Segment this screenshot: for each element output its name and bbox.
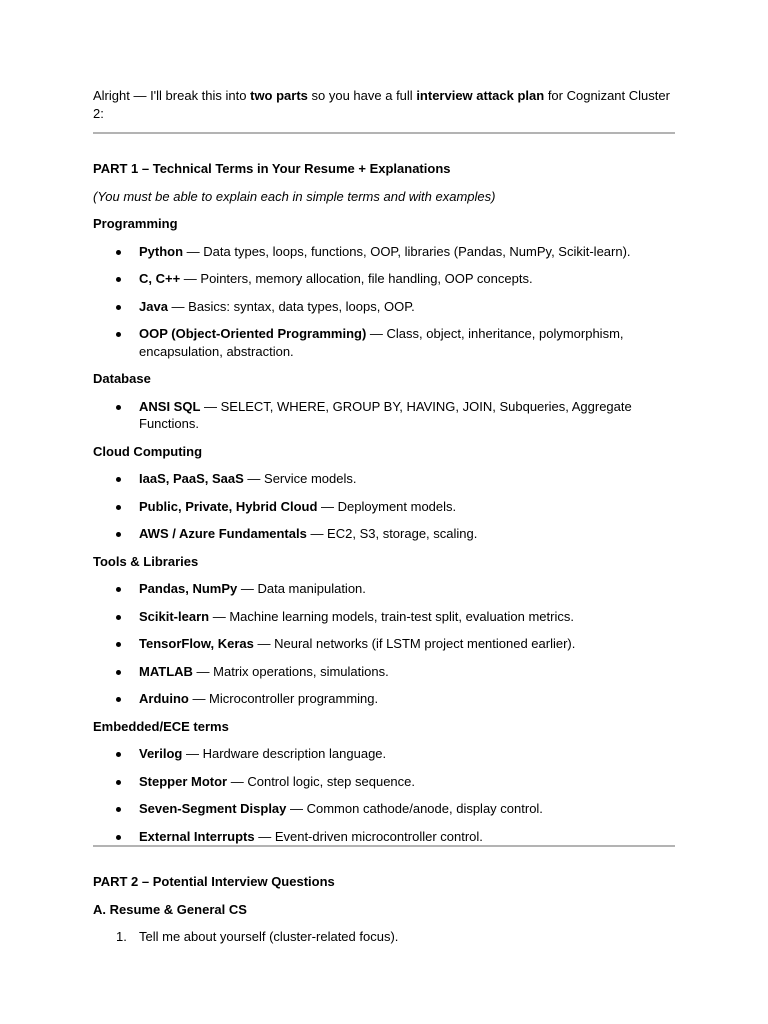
term-name: IaaS, PaaS, SaaS bbox=[139, 471, 244, 486]
list-item bbox=[93, 325, 675, 360]
term-name: MATLAB bbox=[139, 663, 193, 679]
term-name: External Interrupts bbox=[139, 828, 255, 844]
list-item bbox=[93, 663, 675, 681]
bullet-list bbox=[93, 243, 675, 361]
divider bbox=[93, 132, 675, 134]
list-item bbox=[93, 298, 675, 316]
list-item bbox=[93, 635, 675, 653]
term-description: — Neural networks (if LSTM project mentioned earlier). bbox=[253, 636, 576, 651]
term-name: ANSI SQL bbox=[139, 398, 201, 414]
term-group bbox=[93, 215, 675, 360]
term-group bbox=[93, 443, 675, 543]
intro-text: so you have a full bbox=[307, 88, 417, 103]
list-item bbox=[93, 243, 675, 261]
term-group bbox=[93, 718, 675, 846]
term-description: — Control logic, step sequence. bbox=[227, 773, 416, 789]
group-title: Programming bbox=[93, 216, 178, 231]
group-title: Database bbox=[93, 371, 151, 386]
divider bbox=[93, 845, 675, 847]
bullet-list bbox=[93, 745, 675, 845]
term-description: — Service models. bbox=[243, 471, 357, 486]
list-item bbox=[93, 773, 675, 791]
term-description: — Event-driven microcontroller control. bbox=[254, 828, 483, 844]
list-item bbox=[93, 580, 675, 598]
term-description: — Common cathode/anode, display control. bbox=[286, 801, 543, 816]
term-name: Arduino bbox=[139, 691, 189, 706]
term-name: OOP (Object-Oriented Programming) bbox=[139, 326, 367, 341]
term-name: Python bbox=[139, 243, 184, 259]
part1-title: PART 1 – Technical Terms in Your Resume + Explanations bbox=[93, 161, 451, 176]
term-description: — SELECT, WHERE, GROUP BY, HAVING, JOIN, Subqueries, Aggregate Functions. bbox=[139, 398, 632, 431]
list-item bbox=[93, 270, 675, 288]
part2-title: PART 2 – Potential Interview Questions bbox=[93, 874, 335, 889]
term-name: Verilog bbox=[139, 746, 183, 761]
term-name: Seven-Segment Display bbox=[139, 801, 287, 816]
bullet-list bbox=[93, 398, 675, 433]
group-title: Tools & Libraries bbox=[93, 553, 199, 569]
list-item bbox=[93, 470, 675, 488]
list-item bbox=[93, 745, 675, 763]
term-name: Pandas, NumPy bbox=[139, 581, 238, 596]
group-title: Embedded/ECE terms bbox=[93, 718, 229, 734]
intro-bold-two-parts: two parts bbox=[250, 88, 308, 103]
question-text: Tell me about yourself (cluster-related focus). bbox=[139, 929, 399, 944]
list-item bbox=[93, 828, 675, 846]
term-name: AWS / Azure Fundamentals bbox=[139, 526, 307, 541]
term-description: — Data types, loops, functions, OOP, libraries (Pandas, NumPy, Scikit-learn). bbox=[183, 243, 631, 259]
intro-text: Alright — I'll break this into bbox=[93, 88, 251, 103]
term-description: — Data manipulation. bbox=[237, 581, 366, 596]
term-name: C, C++ bbox=[139, 271, 181, 286]
list-item bbox=[93, 690, 675, 708]
intro-paragraph bbox=[93, 87, 675, 122]
term-description: — Microcontroller programming. bbox=[188, 691, 379, 706]
part2-subtitle: A. Resume & General CS bbox=[93, 901, 247, 917]
term-group bbox=[93, 553, 675, 708]
term-name: TensorFlow, Keras bbox=[139, 636, 254, 651]
question-item bbox=[93, 928, 675, 946]
list-item bbox=[93, 398, 675, 433]
questions-list bbox=[93, 928, 675, 946]
term-description: — Pointers, memory allocation, file handling, OOP concepts. bbox=[180, 271, 533, 286]
term-name: Stepper Motor bbox=[139, 773, 228, 789]
list-item bbox=[93, 608, 675, 626]
term-group bbox=[93, 370, 675, 433]
part1-note: (You must be able to explain each in simple terms and with examples) bbox=[93, 188, 496, 204]
intro-bold-attack-plan: interview attack plan bbox=[416, 88, 545, 103]
term-description: — EC2, S3, storage, scaling. bbox=[306, 526, 478, 541]
document-body bbox=[93, 87, 675, 946]
list-item bbox=[93, 525, 675, 543]
bullet-list bbox=[93, 470, 675, 543]
term-description: — Class, object, inheritance, polymorphism, encapsulation, abstraction. bbox=[139, 326, 624, 359]
term-description: — Matrix operations, simulations. bbox=[192, 663, 389, 679]
term-name: Public, Private, Hybrid Cloud bbox=[139, 498, 318, 514]
term-description: — Machine learning models, train-test split, evaluation metrics. bbox=[209, 608, 574, 624]
group-title: Cloud Computing bbox=[93, 443, 203, 459]
part1-groups bbox=[93, 215, 675, 845]
term-name: Java bbox=[139, 298, 168, 314]
list-item bbox=[93, 800, 675, 818]
question-number: 1. bbox=[116, 929, 127, 944]
term-name: Scikit-learn bbox=[139, 608, 210, 624]
term-description: — Basics: syntax, data types, loops, OOP. bbox=[167, 298, 415, 314]
bullet-list bbox=[93, 580, 675, 708]
list-item bbox=[93, 498, 675, 516]
term-description: — Hardware description language. bbox=[182, 746, 387, 761]
intro-text: for Cognizant Cluster 2: bbox=[93, 88, 670, 121]
term-description: — Deployment models. bbox=[317, 498, 457, 514]
